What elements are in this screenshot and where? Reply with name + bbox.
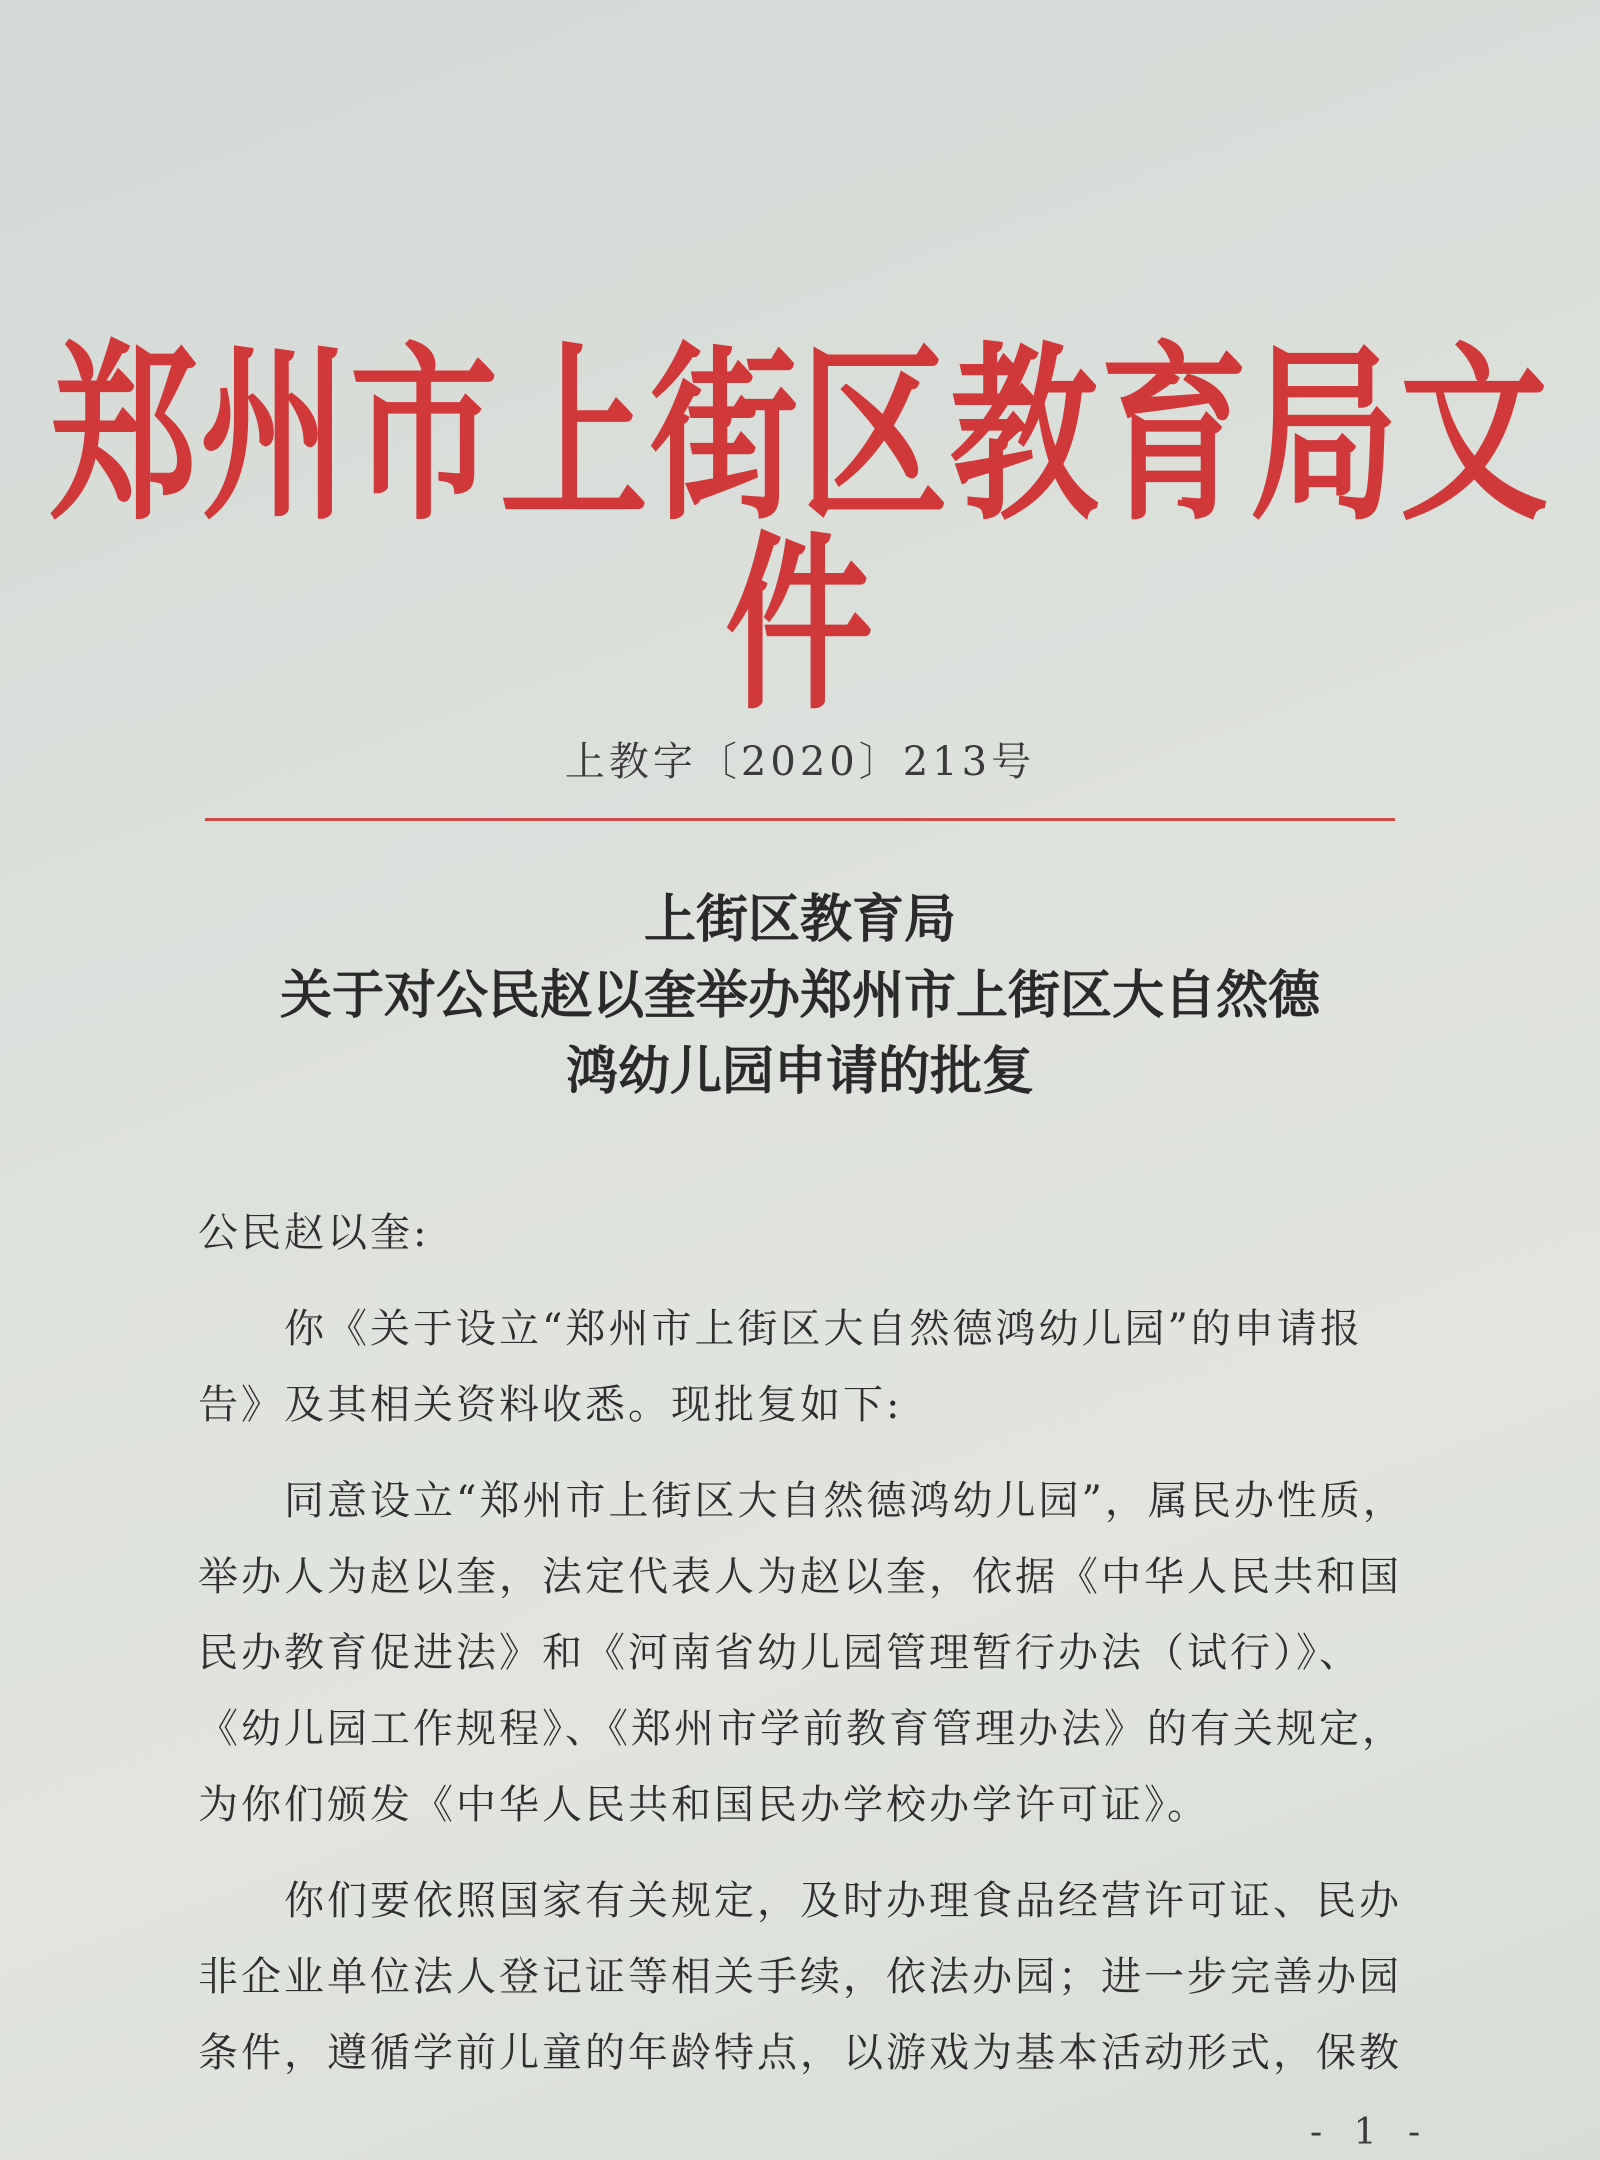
- body-line: 《幼儿园工作规程》、《郑州市学前教育管理办法》的有关规定，: [198, 1706, 1405, 1752]
- body-line: 你们要依照国家有关规定，及时办理食品经营许可证、民办: [198, 1878, 1402, 1924]
- red-divider-line: [205, 818, 1395, 821]
- salutation: 公民赵以奎:: [198, 1210, 430, 1256]
- document-body: [198, 1195, 1408, 2091]
- title-line: 关于对公民赵以奎举办郑州市上街区大自然德: [279, 965, 1320, 1026]
- body-line: 非企业单位法人登记证等相关手续，依法办园；进一步完善办园: [198, 1954, 1402, 2000]
- title-line: 鸿幼儿园申请的批复: [565, 1041, 1034, 1102]
- page-number: - 1 -: [1310, 2112, 1431, 2153]
- document-header-title: 郑州市上街区教育局文件: [50, 323, 1550, 736]
- document-number: 上教字〔2020〕213号: [564, 739, 1036, 785]
- body-line: 民办教育促进法》和《河南省幼儿园管理暂行办法（试行）》、: [198, 1630, 1362, 1676]
- body-line: 为你们颁发《中华人民共和国民办学校办学许可证》。: [198, 1782, 1210, 1828]
- body-line: 举办人为赵以奎，法定代表人为赵以奎，依据《中华人民共和国: [198, 1554, 1402, 1600]
- body-line: 告》及其相关资料收悉。现批复如下:: [198, 1382, 903, 1428]
- body-line: 条件，遵循学前儿童的年龄特点，以游戏为基本活动形式，保教: [198, 2030, 1402, 2076]
- body-line: 同意设立“郑州市上街区大自然德鸿幼儿园”，属民办性质，: [198, 1478, 1406, 1524]
- document-title: [150, 882, 1450, 1110]
- body-line: 你《关于设立“郑州市上街区大自然德鸿幼儿园”的申请报: [198, 1306, 1363, 1352]
- title-line: 上街区教育局: [643, 889, 956, 950]
